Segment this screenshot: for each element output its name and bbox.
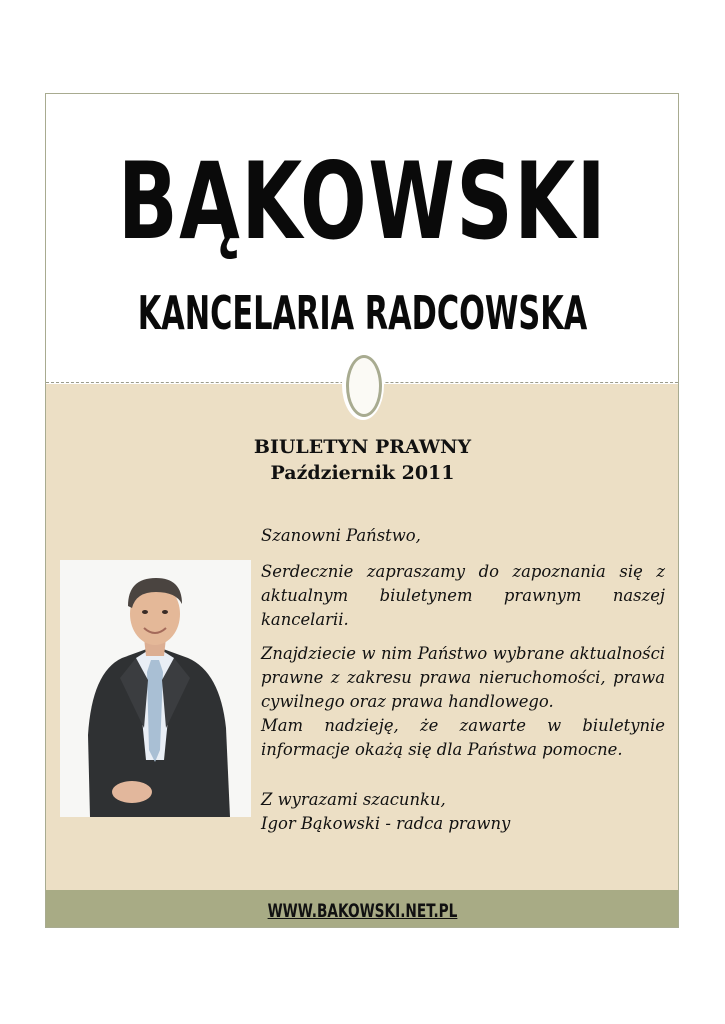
portrait-illustration	[60, 560, 251, 817]
brand-subtitle: KANCELARIA RADCOWSKA	[137, 286, 588, 340]
bulletin-date: Październik 2011	[270, 462, 455, 484]
letter-paragraph-2: Znajdziecie w nim Państwo wybrane aktualności prawne z zakresu prawa nieruchomości, prawa cywilnego oraz prawa handlowego.	[261, 644, 665, 711]
author-photo	[60, 560, 251, 817]
website-link[interactable]: WWW.BAKOWSKI.NET.PL	[267, 900, 458, 922]
letter-signature: Igor Bąkowski - radca prawny	[261, 814, 511, 833]
letter-greeting: Szanowni Państwo,	[261, 526, 421, 545]
oval-medallion-ring	[346, 355, 382, 417]
letter-body	[261, 524, 665, 836]
letter-paragraph-3: Mam nadzieję, że zawarte w biuletynie informacje okażą się dla Państwa pomocne.	[261, 716, 665, 759]
letter-paragraph-1: Serdecznie zapraszamy do zapoznania się z aktualnym biuletynem prawnym naszej kancelarii.	[261, 562, 665, 629]
bulletin-title: BIULETYN PRAWNY	[253, 436, 472, 458]
brand-title: BĄKOWSKI	[117, 140, 608, 263]
letter-closing: Z wyrazami szacunku,	[261, 790, 446, 809]
